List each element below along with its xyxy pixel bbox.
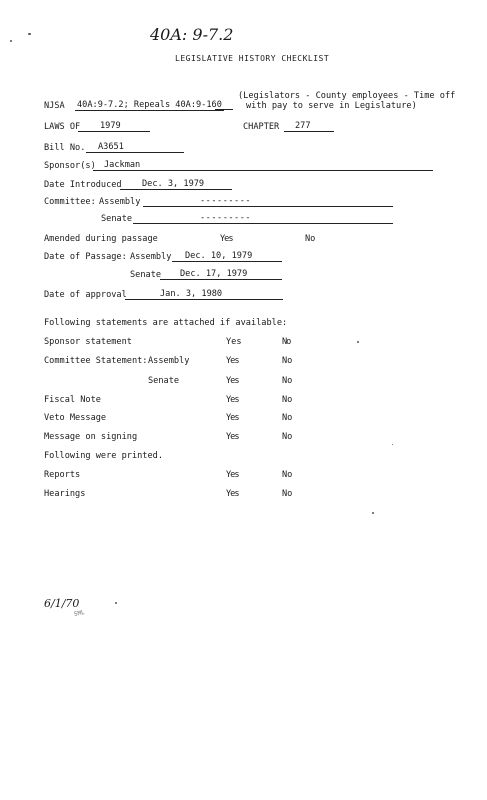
approval-underline: [125, 299, 283, 300]
scan-speck: [392, 444, 393, 445]
bill-label: Bill No.: [44, 143, 86, 153]
committee-assembly-label: Assembly: [99, 197, 141, 207]
passage-senate-underline: [160, 279, 282, 280]
date-introduced-value: Dec. 3, 1979: [142, 179, 205, 189]
statement-label: Sponsor statement: [44, 337, 132, 347]
scan-speck: [28, 33, 31, 35]
committee-senate-label: Senate: [101, 214, 133, 224]
handwritten-date: 6/1/70: [44, 597, 80, 610]
chapter-value: 277: [295, 121, 311, 131]
bill-underline: [86, 152, 184, 153]
statement-no: No: [282, 413, 293, 423]
stamp: SML: [73, 608, 86, 619]
statement-sub: Assembly: [148, 356, 190, 366]
chapter-label: CHAPTER: [243, 122, 280, 132]
statement-sub: Senate: [148, 376, 180, 386]
committee-assembly-underline: [143, 206, 393, 207]
passage-senate-value: Dec. 17, 1979: [180, 269, 248, 279]
statement-yes: Yes: [226, 376, 239, 386]
scan-speck: [372, 512, 374, 514]
bill-value: A3651: [98, 142, 124, 152]
amended-no: No: [305, 234, 316, 244]
sponsor-value: Jackman: [104, 160, 141, 170]
sponsor-label: Sponsor(s): [44, 161, 96, 171]
statement-label: Fiscal Note: [44, 395, 101, 405]
scan-speck: [357, 341, 359, 343]
njsa-label: NJSA: [44, 101, 65, 111]
amended-label: Amended during passage: [44, 234, 158, 244]
printed-no: No: [282, 470, 293, 480]
printed-label: Hearings: [44, 489, 86, 499]
scan-speck: [115, 602, 117, 604]
njsa-underline: [215, 109, 233, 110]
passage-assembly-underline: [172, 261, 282, 262]
printed-header: Following were printed.: [44, 451, 163, 461]
page-title: LEGISLATIVE HISTORY CHECKLIST: [175, 54, 330, 63]
date-introduced-label: Date Introduced: [44, 180, 122, 190]
laws-value: 1979: [100, 121, 121, 131]
approval-label: Date of approval: [44, 290, 127, 300]
passage-senate-label: Senate: [130, 270, 162, 280]
approval-value: Jan. 3, 1980: [160, 289, 223, 299]
njsa-value: 40A:9-7.2; Repeals 40A:9-160: [77, 100, 222, 110]
laws-underline: [78, 131, 150, 132]
committee-assembly-value: ---------: [200, 196, 252, 206]
printed-label: Reports: [44, 470, 81, 480]
statement-yes: Yes: [226, 337, 242, 347]
subject-line-1: (Legislators - County employees - Time off: [238, 91, 456, 101]
statement-label: Message on signing: [44, 432, 138, 442]
statement-no: No: [282, 356, 293, 366]
passage-assembly-value: Dec. 10, 1979: [185, 251, 253, 261]
statement-no: No: [282, 337, 291, 347]
statement-yes: Yes: [226, 356, 239, 366]
laws-label: LAWS OF: [44, 122, 81, 132]
statement-yes: Yes: [226, 395, 239, 405]
printed-yes: Yes: [226, 470, 239, 480]
committee-label: Committee:: [44, 197, 96, 207]
statement-no: No: [282, 376, 293, 386]
attached-header: Following statements are attached if available:: [44, 318, 288, 328]
committee-senate-value: ---------: [200, 213, 252, 223]
date-introduced-underline: [120, 189, 232, 190]
date-passage-label: Date of Passage:: [44, 252, 127, 262]
subject-line-2: with pay to serve in Legislature): [246, 101, 417, 111]
statement-no: No: [282, 432, 293, 442]
chapter-underline: [284, 131, 334, 132]
statement-yes: Yes: [226, 432, 239, 442]
printed-yes: Yes: [226, 489, 239, 499]
sponsor-underline: [93, 170, 433, 171]
statement-label: Committee Statement:: [44, 356, 148, 366]
handwritten-code: 40A: 9-7.2: [150, 25, 234, 44]
passage-assembly-label: Assembly: [130, 252, 172, 262]
statement-yes: Yes: [226, 413, 239, 423]
printed-no: No: [282, 489, 293, 499]
amended-yes: Yes: [220, 234, 233, 244]
committee-senate-underline: [133, 223, 393, 224]
scan-speck: [10, 40, 12, 42]
statement-label: Veto Message: [44, 413, 107, 423]
statement-no: No: [282, 395, 293, 405]
